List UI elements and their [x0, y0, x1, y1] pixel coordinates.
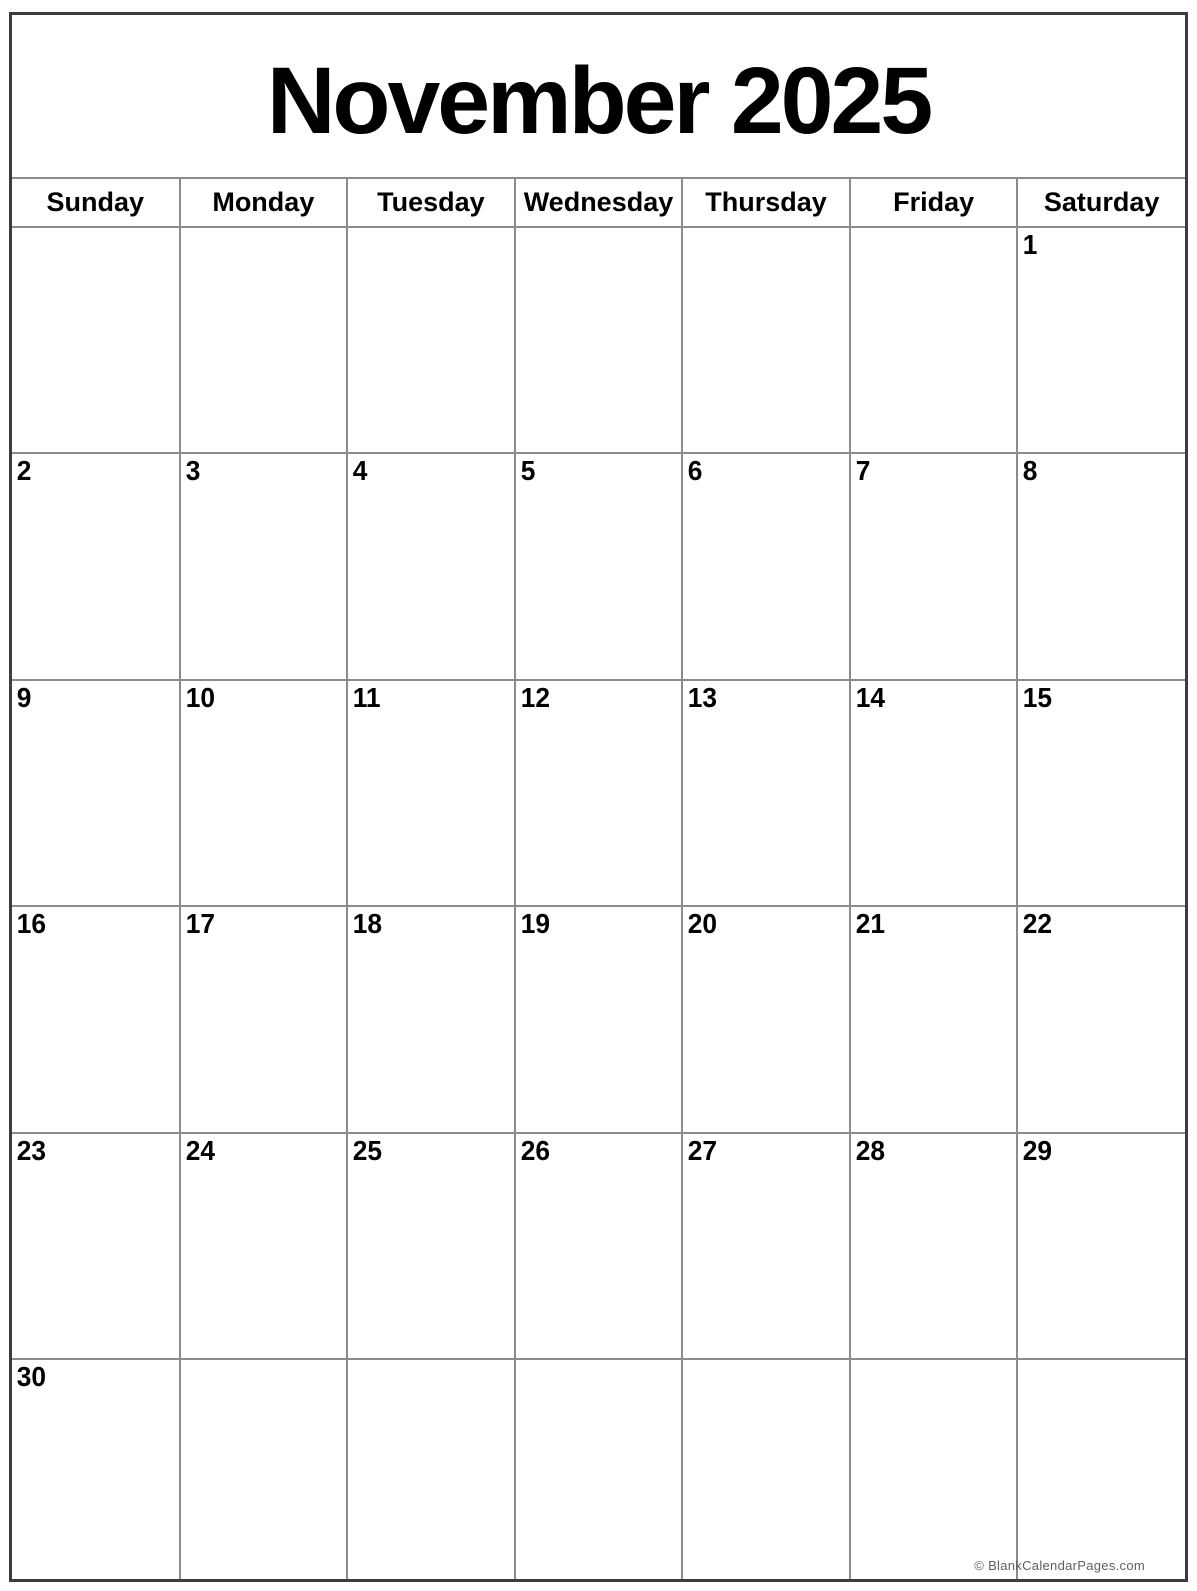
- day-cell: [515, 1133, 683, 1359]
- day-number: [683, 1371, 688, 1373]
- day-number: 1: [1023, 229, 1038, 260]
- day-number: 2: [16, 455, 32, 487]
- day-cell: [180, 227, 348, 453]
- day-number: [851, 1371, 856, 1373]
- day-number: [348, 239, 353, 241]
- calendar-title: November 2025: [266, 47, 931, 154]
- day-cell: [347, 227, 515, 453]
- day-cell: [12, 227, 180, 453]
- day-number: 10: [185, 681, 215, 713]
- day-number: [12, 239, 17, 241]
- day-cell: [682, 1359, 850, 1579]
- day-cell: [180, 453, 348, 679]
- weekday-header-friday: Friday: [850, 178, 1018, 227]
- day-number: 14: [855, 681, 885, 713]
- day-number: 4: [352, 455, 368, 487]
- day-number: 30: [16, 1361, 46, 1393]
- weekday-header-sunday: Sunday: [12, 178, 180, 227]
- day-cell: [1017, 227, 1185, 453]
- day-number: [181, 1371, 186, 1373]
- day-cell: [12, 453, 180, 679]
- day-number: 3: [185, 455, 200, 487]
- day-cell: [347, 906, 515, 1132]
- day-cell: [1017, 453, 1185, 679]
- day-number: 19: [520, 908, 550, 940]
- weekday-header-tuesday: Tuesday: [347, 178, 515, 227]
- day-cell: [515, 680, 683, 906]
- day-cell: [515, 1359, 683, 1579]
- day-number: 26: [520, 1134, 550, 1166]
- day-cell: [515, 453, 683, 679]
- day-number: 6: [687, 455, 703, 487]
- day-number: 17: [185, 908, 215, 940]
- calendar-page: [9, 12, 1188, 1582]
- day-cell: [850, 906, 1018, 1132]
- day-number: [181, 239, 186, 241]
- day-number: 21: [855, 908, 885, 940]
- day-cell: [515, 906, 683, 1132]
- day-cell: [180, 1133, 348, 1359]
- day-cell: [850, 227, 1018, 453]
- day-number: 9: [16, 681, 32, 713]
- day-cell: [682, 906, 850, 1132]
- day-cell: [1017, 680, 1185, 906]
- day-cell: [682, 227, 850, 453]
- day-number: [851, 239, 856, 241]
- day-number: 12: [520, 681, 550, 713]
- day-number: 22: [1023, 908, 1053, 940]
- day-number: 5: [520, 455, 536, 487]
- day-cell: [347, 453, 515, 679]
- day-number: 8: [1023, 455, 1038, 487]
- week-row-3: [12, 680, 1185, 906]
- day-cell: [1017, 1133, 1185, 1359]
- weekday-header-wednesday: Wednesday: [515, 178, 683, 227]
- day-number: 7: [855, 455, 871, 487]
- weekday-header-thursday: Thursday: [682, 178, 850, 227]
- day-cell: [180, 1359, 348, 1579]
- day-number: 20: [687, 908, 718, 940]
- day-number: 11: [352, 681, 381, 713]
- day-cell: [1017, 1359, 1185, 1579]
- day-number: 27: [687, 1134, 718, 1166]
- day-number: 15: [1023, 681, 1053, 713]
- week-row-1: [12, 227, 1185, 453]
- day-number: [683, 239, 688, 241]
- day-cell: [12, 1359, 180, 1579]
- day-cell: [347, 1133, 515, 1359]
- day-number: [516, 1371, 521, 1373]
- day-cell: [850, 1133, 1018, 1359]
- day-cell: [12, 1133, 180, 1359]
- day-number: 23: [16, 1134, 46, 1166]
- day-cell: [682, 1133, 850, 1359]
- week-row-4: [12, 906, 1185, 1132]
- day-number: 24: [185, 1134, 215, 1166]
- day-cell: [180, 906, 348, 1132]
- day-number: 13: [687, 681, 718, 713]
- day-cell: [1017, 906, 1185, 1132]
- day-number: 16: [16, 908, 46, 940]
- day-cell: [682, 453, 850, 679]
- week-row-2: [12, 453, 1185, 679]
- day-number: 25: [352, 1134, 383, 1166]
- weekday-header-monday: Monday: [180, 178, 348, 227]
- week-row-6: [12, 1359, 1185, 1579]
- day-cell: [850, 1359, 1018, 1579]
- day-number: 29: [1023, 1134, 1053, 1166]
- day-cell: [515, 227, 683, 453]
- day-cell: [12, 906, 180, 1132]
- day-number: [1018, 1371, 1023, 1373]
- copyright-watermark: © BlankCalendarPages.com: [974, 1558, 1145, 1573]
- day-number: 28: [855, 1134, 885, 1166]
- week-row-5: [12, 1133, 1185, 1359]
- day-cell: [12, 680, 180, 906]
- day-cell: [347, 680, 515, 906]
- day-cell: [180, 680, 348, 906]
- day-number: 18: [352, 908, 383, 940]
- calendar-grid: [12, 177, 1185, 1579]
- day-number: [516, 239, 521, 241]
- day-cell: [850, 680, 1018, 906]
- day-number: [348, 1371, 353, 1373]
- day-cell: [850, 453, 1018, 679]
- day-cell: [682, 680, 850, 906]
- weekday-header-row: [12, 178, 1185, 227]
- weekday-header-saturday: Saturday: [1017, 178, 1185, 227]
- day-cell: [347, 1359, 515, 1579]
